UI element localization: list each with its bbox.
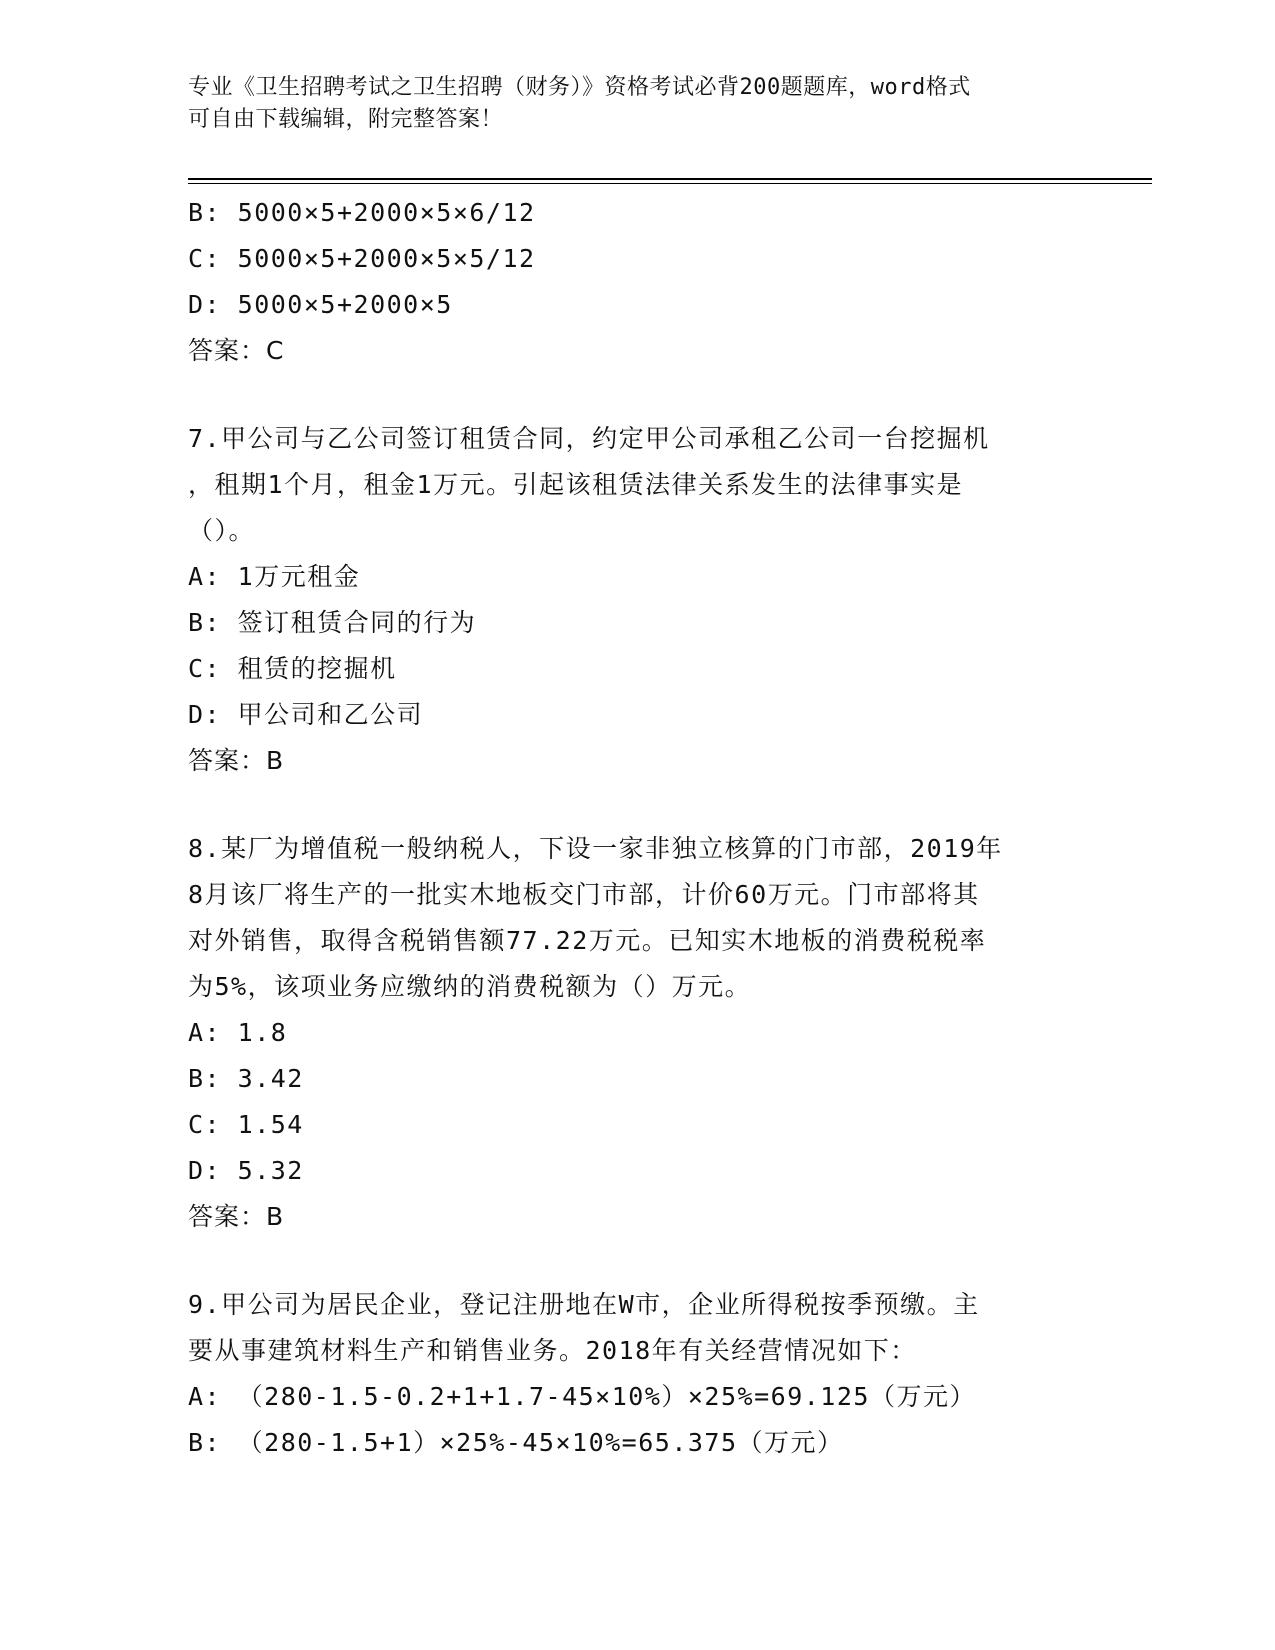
question-8 [188,826,1088,1240]
answer-label: 答案：B [188,1202,285,1231]
option-b: B: 5000×5+2000×5×6/12 [188,198,536,227]
question-text-line: 对外销售，取得含税销售额77.22万元。已知实木地板的消费税税率 [188,926,987,955]
option-b: B: 3.42 [188,1064,304,1093]
option-d: D: 5.32 [188,1156,304,1185]
question-text-line: 为5%，该项业务应缴纳的消费税额为（）万元。 [188,972,752,1001]
header-line-1: 专业《卫生招聘考试之卫生招聘（财务）》资格考试必背200题题库，word格式 [188,75,971,100]
option-a: A: 1.8 [188,1018,288,1047]
question-text-line: 8月该厂将生产的一批实木地板交门市部，计价60万元。门市部将其 [188,880,980,909]
question-6-continuation [188,190,1088,374]
header-rule-thick [188,178,1152,180]
question-text-line: 要从事建筑材料生产和销售业务。2018年有关经营情况如下： [188,1336,917,1365]
option-d: D: 5000×5+2000×5 [188,290,453,319]
question-text-line: ，租期1个月，租金1万元。引起该租赁法律关系发生的法律事实是 [188,470,964,499]
option-b: B: （280-1.5+1）×25%-45×10%=65.375（万元） [188,1428,844,1457]
answer-label: 答案：C [188,336,285,365]
option-c: C: 5000×5+2000×5×5/12 [188,244,536,273]
header-rule-thin [188,183,1152,184]
document-header [188,72,1068,136]
option-c: C: 租赁的挖掘机 [188,654,397,683]
question-7 [188,416,1088,784]
option-a: A: （280-1.5-0.2+1+1.7-45×10%）×25%=69.125（万元） [188,1382,976,1411]
option-b: B: 签订租赁合同的行为 [188,608,477,637]
answer-label: 答案：B [188,746,285,775]
option-d: D: 甲公司和乙公司 [188,700,424,729]
header-line-2: 可自由下载编辑，附完整答案！ [188,107,504,132]
question-9 [188,1282,1088,1466]
document-body [188,190,1088,1466]
question-text-line: 7.甲公司与乙公司签订租赁合同，约定甲公司承租乙公司一台挖掘机 [188,424,990,453]
question-text-line: 9.甲公司为居民企业，登记注册地在W市，企业所得税按季预缴。主 [188,1290,980,1319]
question-text-line: 8.某厂为增值税一般纳税人，下设一家非独立核算的门市部，2019年 [188,834,1003,863]
question-text-line: （）。 [188,516,256,545]
option-a: A: 1万元租金 [188,562,361,591]
option-c: C: 1.54 [188,1110,304,1139]
